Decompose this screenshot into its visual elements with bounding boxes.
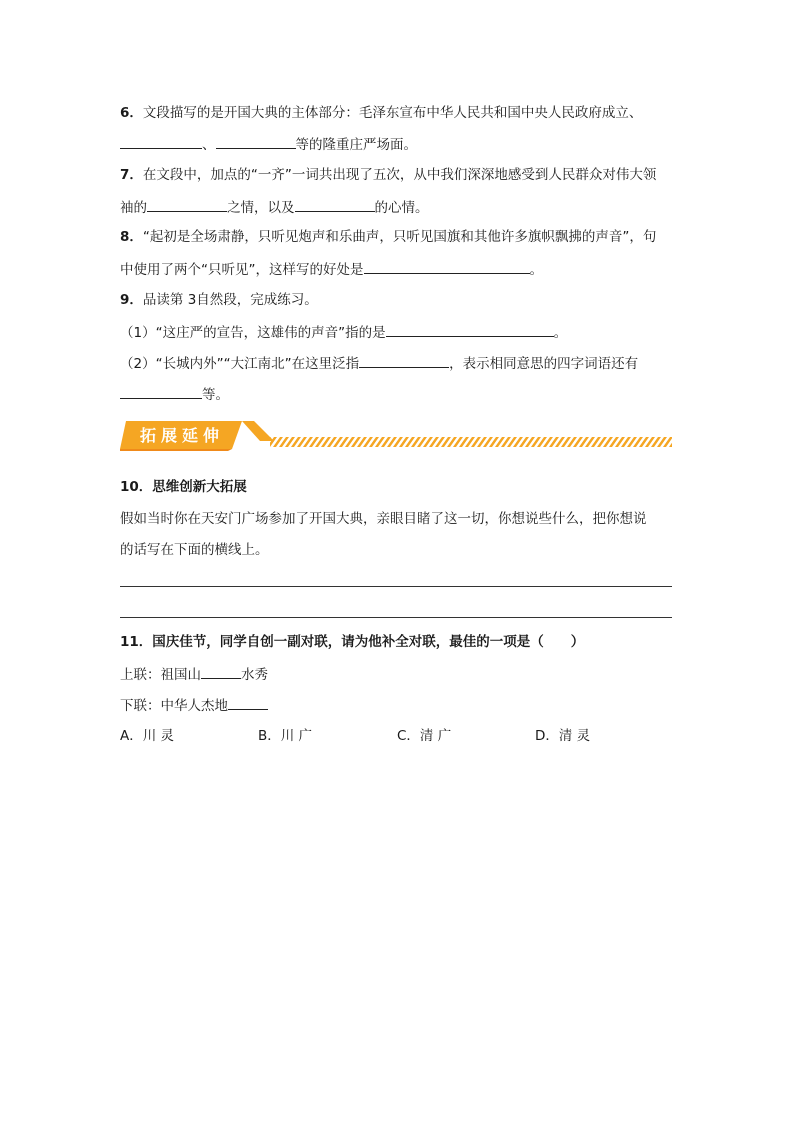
q11-stem-line <box>120 633 584 651</box>
q9-sub1-text-b: 。 <box>553 325 568 341</box>
q9-sub1-blank[interactable] <box>386 322 554 337</box>
q7-blank-1[interactable] <box>147 197 227 212</box>
q9-sub1 <box>120 322 567 342</box>
couplet-upper <box>120 664 268 684</box>
q10-title-line <box>120 478 247 496</box>
q10-line2 <box>120 541 269 559</box>
q6-separator: 、 <box>202 137 216 153</box>
q6-text-end: 等的隆重庄严场面。 <box>295 137 417 153</box>
q8-text-a: 中使用了两个“只听见”，这样写的好处是 <box>120 262 364 278</box>
couplet-lower <box>120 695 268 715</box>
q9-sub2-blank-2[interactable] <box>120 384 202 399</box>
q9-line1 <box>120 291 318 309</box>
q8-line1 <box>120 228 656 246</box>
q8-line2 <box>120 259 543 279</box>
q7-line2 <box>120 197 429 217</box>
q8-text-b: 。 <box>529 262 543 278</box>
q10-line1 <box>120 510 647 528</box>
q11-stem: 国庆佳节，同学自创一副对联，请为他补全对联，最佳的一项是（ ） <box>152 634 585 650</box>
q9-sub1-text-a: （1）“这庄严的宣告，这雄伟的声音”指的是 <box>120 325 386 341</box>
q6-line1 <box>120 104 642 122</box>
banner-accent-slash <box>242 421 274 441</box>
q7-number: 7． <box>120 167 143 183</box>
q9-sub2 <box>120 353 638 373</box>
q7-text-c: 的心情。 <box>374 200 429 216</box>
q6-number: 6． <box>120 105 143 121</box>
q7-text-b: 之情，以及 <box>227 200 295 216</box>
couplet-upper-blank[interactable] <box>201 664 241 679</box>
q8-number: 8． <box>120 229 143 245</box>
couplet-upper-b: 水秀 <box>241 667 268 683</box>
q11-number: 11． <box>120 634 153 650</box>
q7-text-a: 袖的 <box>120 200 147 216</box>
section-banner <box>120 417 672 451</box>
q7-blank-2[interactable] <box>295 197 375 212</box>
couplet-lower-blank[interactable] <box>228 695 268 710</box>
q10-text-1: 假如当时你在天安门广场参加了开国大典，亲眼目睹了这一切，你想说些什么，把你想说 <box>120 511 647 527</box>
option-c[interactable]: C．清 广 <box>397 728 452 744</box>
q9-sub2-cont <box>120 384 229 404</box>
q9-sub2-text-a: （2）“长城内外”“大江南北”在这里泛指 <box>120 356 360 372</box>
q7-text: 在文段中，加点的“一齐”一词共出现了五次，从中我们深深地感受到人民群众对伟大领 <box>142 167 657 183</box>
option-a[interactable]: A．川 灵 <box>120 728 175 744</box>
q9-sub2-text-b: ，表示相同意思的四字词语还有 <box>449 356 639 372</box>
q9-text: 品读第 3自然段，完成练习。 <box>142 292 318 308</box>
q10-number: 10． <box>120 479 153 495</box>
options-row <box>120 727 672 745</box>
banner-stripe-band <box>270 437 672 447</box>
q8-text: “起初是全场肃静，只听见炮声和乐曲声，只听见国旗和其他许多旗帜飘拂的声音”，句 <box>142 229 657 245</box>
option-d[interactable]: D．清 灵 <box>535 728 591 744</box>
q10-text-2: 的话写在下面的横线上。 <box>120 542 269 558</box>
couplet-upper-a: 上联：祖国山 <box>120 667 201 683</box>
q6-blank-2[interactable] <box>216 134 296 149</box>
q6-line2 <box>120 134 417 154</box>
answer-line-2[interactable] <box>120 617 672 618</box>
answer-line-1[interactable] <box>120 586 672 587</box>
q9-sub2-text-c: 等。 <box>202 387 229 403</box>
q10-title: 思维创新大拓展 <box>152 479 247 495</box>
q6-blank-1[interactable] <box>120 134 202 149</box>
q9-sub2-blank-1[interactable] <box>359 353 449 368</box>
q6-text: 文段描写的是开国大典的主体部分：毛泽东宣布中华人民共和国中央人民政府成立、 <box>142 105 643 121</box>
q8-blank[interactable] <box>364 259 530 274</box>
option-b[interactable]: B．川 广 <box>258 728 313 744</box>
q7-line1 <box>120 166 656 184</box>
q9-number: 9． <box>120 292 143 308</box>
banner-title: 拓展延伸 <box>140 426 225 445</box>
couplet-lower-a: 下联：中华人杰地 <box>120 698 228 714</box>
